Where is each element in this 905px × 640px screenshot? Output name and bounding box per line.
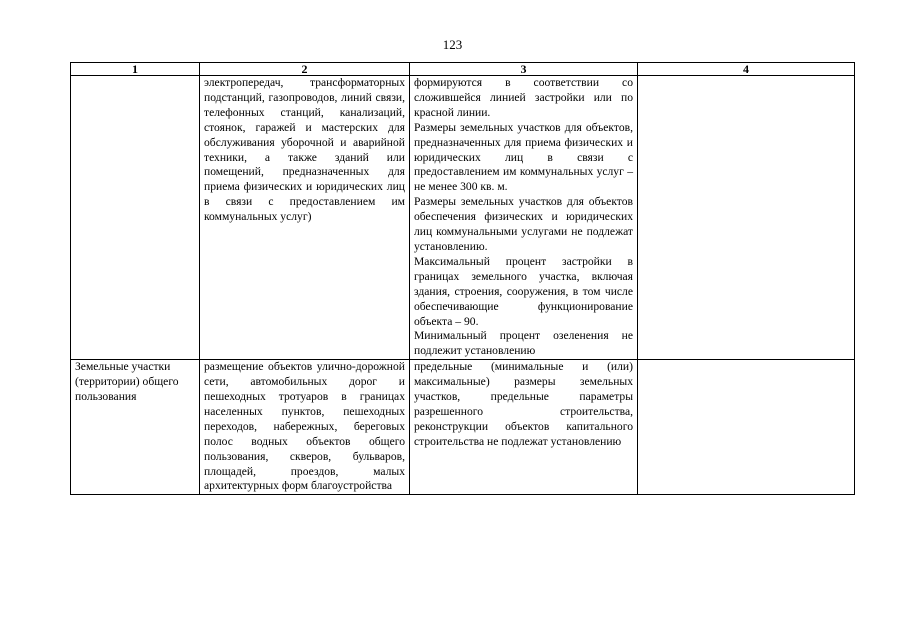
row1-parameters-p4: Максимальный процент застройки в границах земельного участка, включая здания, строения, сооружения, в том числе обеспечивающие функционирование объекта – 90. <box>414 254 633 328</box>
row2-permitted-use: размещение объектов улично-дорожной сети, автомобильных дорог и пешеходных тротуаров в границах населенных пунктов, пешеходных переходов, набережных, береговых полос водных объектов общего пользования, скверов, бульваров, площадей, проездов, малых архитектурных форм благоустройства <box>200 360 410 495</box>
row1-land-type <box>71 76 200 360</box>
table-row <box>71 360 855 495</box>
row1-parameters <box>410 76 638 360</box>
row1-permitted-use: электропередач, трансформаторных подстанций, газопроводов, линий связи, телефонных станций, канализаций, стоянок, гаражей и мастерских для обслуживания уборочной и аварийной техники, а также зданий или помещений, предназначенных для приема физических и юридических лиц в связи с предоставлением им коммунальных услуг) <box>200 76 410 360</box>
header-col-2: 2 <box>200 63 410 76</box>
page-number: 123 <box>442 37 463 52</box>
header-col-4: 4 <box>638 63 855 76</box>
row2-land-type: Земельные участки (территории) общего пользования <box>71 360 200 495</box>
table-header-row <box>71 63 855 76</box>
zoning-table <box>70 62 855 495</box>
row2-parameters-p1: предельные (минимальные и (или) максимальные) размеры земельных участков, предельные параметры разрешенного строительства, реконструкции объектов капитального строительства не подлежат установлению <box>414 360 633 448</box>
row1-col4 <box>638 76 855 360</box>
row1-parameters-p5: Минимальный процент озеленения не подлежит установлению <box>414 329 633 358</box>
row2-col4 <box>638 360 855 495</box>
header-col-1: 1 <box>71 63 200 76</box>
header-col-3: 3 <box>410 63 638 76</box>
row1-parameters-p1: формируются в соответствии со сложившейся линией застройки или по красной линии. <box>414 76 633 119</box>
row1-parameters-p3: Размеры земельных участков для объектов обеспечения физических и юридических лиц коммунальными услугами не подлежат установлению. <box>414 195 633 253</box>
row1-parameters-p2: Размеры земельных участков для объектов, предназначенных для приема физических и юридических лиц в связи с предоставлением им коммунальных услуг – не менее 300 кв. м. <box>414 120 633 194</box>
table-row <box>71 76 855 360</box>
row2-parameters <box>410 360 638 495</box>
